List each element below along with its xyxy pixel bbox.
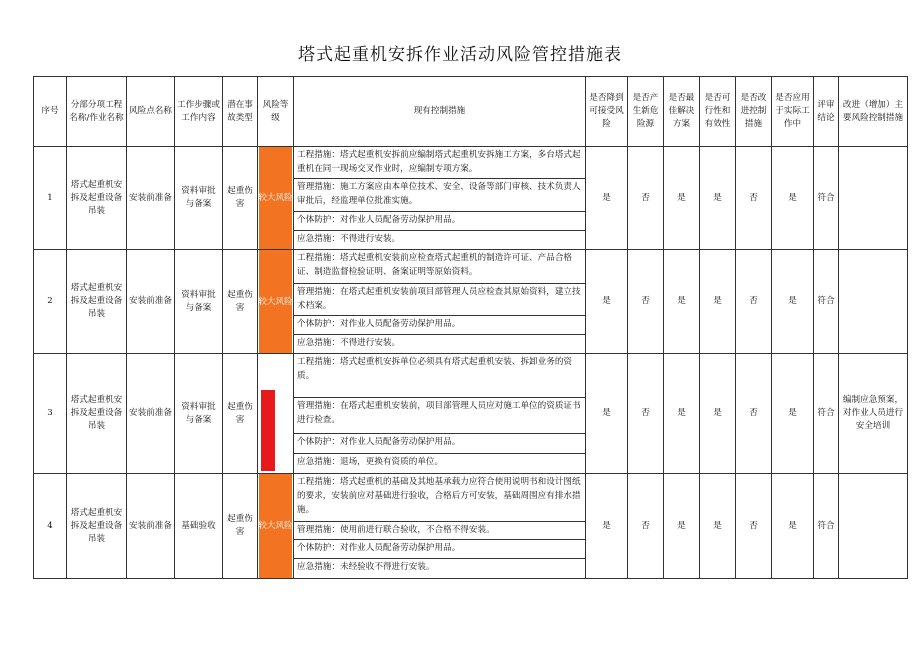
cell-accident: 起重伤害 [223,474,258,579]
cell-feasible: 是 [700,474,736,579]
cell-acceptable: 是 [586,147,628,250]
cell-applied: 是 [772,474,814,579]
cell-step: 资料审批与备案 [175,147,223,250]
cell-project: 塔式起重机安拆及起重设备吊装 [67,147,127,250]
cell-project: 塔式起重机安拆及起重设备吊装 [67,354,127,474]
cell-new-hazard: 否 [628,250,664,354]
cell-improve: 否 [736,354,772,474]
header-risk-point: 风险点名称 [127,77,175,147]
measure-engineering: 工程措施：塔式起重机安拆前应编制塔式起重机安拆施工方案，多台塔式起重机在同一现场交叉作业时，应编制专项方案。 [294,147,585,179]
cell-project: 塔式起重机安拆及起重设备吊装 [67,474,127,579]
cell-step: 资料审批与备案 [175,354,223,474]
cell-improvement [839,250,908,354]
measure-emergency: 应急措施：不得进行安装。 [297,338,401,348]
risk-control-table [33,76,908,579]
measure-management: 管理措施：施工方案应由本单位技术、安全、设备等部门审核、技术负责人审批后，经监理单位批准实施。 [294,179,585,212]
cell-accident: 起重伤害 [223,250,258,354]
cell-feasible: 是 [700,250,736,354]
risk-level-label: 较大风险 [258,193,293,203]
header-conclusion: 评审结论 [814,77,839,147]
cell-seq: 4 [34,474,67,579]
cell-applied: 是 [772,354,814,474]
header-step: 工作步骤或工作内容 [175,77,223,147]
cell-best-plan: 是 [664,147,700,250]
cell-conclusion: 符合 [814,354,839,474]
header-new-hazard: 是否产生新危险源 [628,77,664,147]
measure-engineering: 工程措施：塔式起重机的基础及其地基承载力应符合使用说明书和设计图纸的要求，安装前应对基础进行验收，合格后方可安装，基础周围应有排水措施。 [294,474,585,522]
cell-new-hazard: 否 [628,354,664,474]
cell-risk-level [258,474,294,579]
cell-seq: 3 [34,354,67,474]
cell-feasible: 是 [700,354,736,474]
measure-ppe: 个体防护：对作业人员配备劳动保护用品。 [294,540,585,559]
measure-management: 管理措施：在塔式起重机安装前，项目部管理人员应对施工单位的资质证书进行检查。 [294,398,585,434]
cell-seq: 2 [34,250,67,354]
measure-engineering: 工程措施：塔式起重机安拆单位必须具有塔式起重机安装、拆卸业务的资质。 [294,354,585,398]
cell-improve: 否 [736,147,772,250]
page-title: 塔式起重机安拆作业活动风险管控措施表 [298,45,622,65]
cell-acceptable: 是 [586,250,628,354]
table-row [34,354,908,474]
cell-risk-level [258,147,294,250]
header-feasible: 是否可行性和有效性 [700,77,736,147]
header-acceptable: 是否降到可接受风险 [586,77,628,147]
header-improve: 是否改进控制措施 [736,77,772,147]
cell-applied: 是 [772,250,814,354]
cell-risk-point: 安装前准备 [127,354,175,474]
cell-measures [294,354,586,474]
cell-risk-level [258,354,294,474]
measure-management: 管理措施：使用前进行联合验收，不合格不得安装。 [294,522,585,540]
cell-conclusion: 符合 [814,474,839,579]
cell-best-plan: 是 [664,354,700,474]
header-measures: 现有控制措施 [294,77,586,147]
header-applied: 是否应用于实际工作中 [772,77,814,147]
cell-applied: 是 [772,147,814,250]
cell-best-plan: 是 [664,474,700,579]
header-improvement: 改进（增加）主要风险控制措施 [839,77,908,147]
measure-ppe: 个体防护：对作业人员配备劳动保护用品。 [294,316,585,335]
header-project: 分部分项工程名称/作业名称 [67,77,127,147]
header-row [34,77,908,147]
measure-management: 管理措施：在塔式起重机安装前项目部管理人员应检查其原始资料，建立技术档案。 [294,284,585,316]
cell-conclusion: 符合 [814,250,839,354]
cell-measures [294,147,586,250]
cell-new-hazard: 否 [628,474,664,579]
cell-acceptable: 是 [586,474,628,579]
cell-new-hazard: 否 [628,147,664,250]
measure-engineering: 工程措施：塔式起重机安装前应检查塔式起重机的制造许可证、产品合格证、制造监督检验证明、备案证明等原始资料。 [294,250,585,284]
cell-risk-point: 安装前准备 [127,147,175,250]
risk-level-bar [261,390,275,471]
header-best-plan: 是否最佳解决方案 [664,77,700,147]
cell-feasible: 是 [700,147,736,250]
cell-improvement: 编制应急预案，对作业人员进行安全培训 [839,354,908,474]
cell-accident: 起重伤害 [223,354,258,474]
cell-step: 基础验收 [175,474,223,579]
table-row [34,250,908,354]
cell-best-plan: 是 [664,250,700,354]
measure-emergency: 应急措施：不得进行安装。 [297,234,401,244]
measure-emergency: 应急措施：未经验收不得进行安装。 [297,562,435,572]
cell-acceptable: 是 [586,354,628,474]
table-row [34,474,908,579]
cell-risk-point: 安装前准备 [127,474,175,579]
cell-risk-level [258,250,294,354]
header-seq: 序号 [34,77,67,147]
measure-emergency: 应急措施：退场，更换有资质的单位。 [297,457,444,467]
header-risk-level: 风险等级 [258,77,294,147]
cell-accident: 起重伤害 [223,147,258,250]
measure-ppe: 个体防护：对作业人员配备劳动保护用品。 [294,212,585,231]
risk-level-label: 较大风险 [258,521,293,531]
header-accident: 潜在事故类型 [223,77,258,147]
cell-step: 资料审批与备案 [175,250,223,354]
risk-level-label: 较大风险 [258,296,293,307]
cell-improvement [839,147,908,250]
cell-measures [294,474,586,579]
measure-ppe: 个体防护：对作业人员配备劳动保护用品。 [294,434,585,454]
cell-improvement [839,474,908,579]
cell-improve: 否 [736,474,772,579]
cell-improve: 否 [736,250,772,354]
cell-measures [294,250,586,354]
cell-seq: 1 [34,147,67,250]
cell-risk-point: 安装前准备 [127,250,175,354]
cell-conclusion: 符合 [814,147,839,250]
cell-project: 塔式起重机安拆及起重设备吊装 [67,250,127,354]
table-row [34,147,908,250]
